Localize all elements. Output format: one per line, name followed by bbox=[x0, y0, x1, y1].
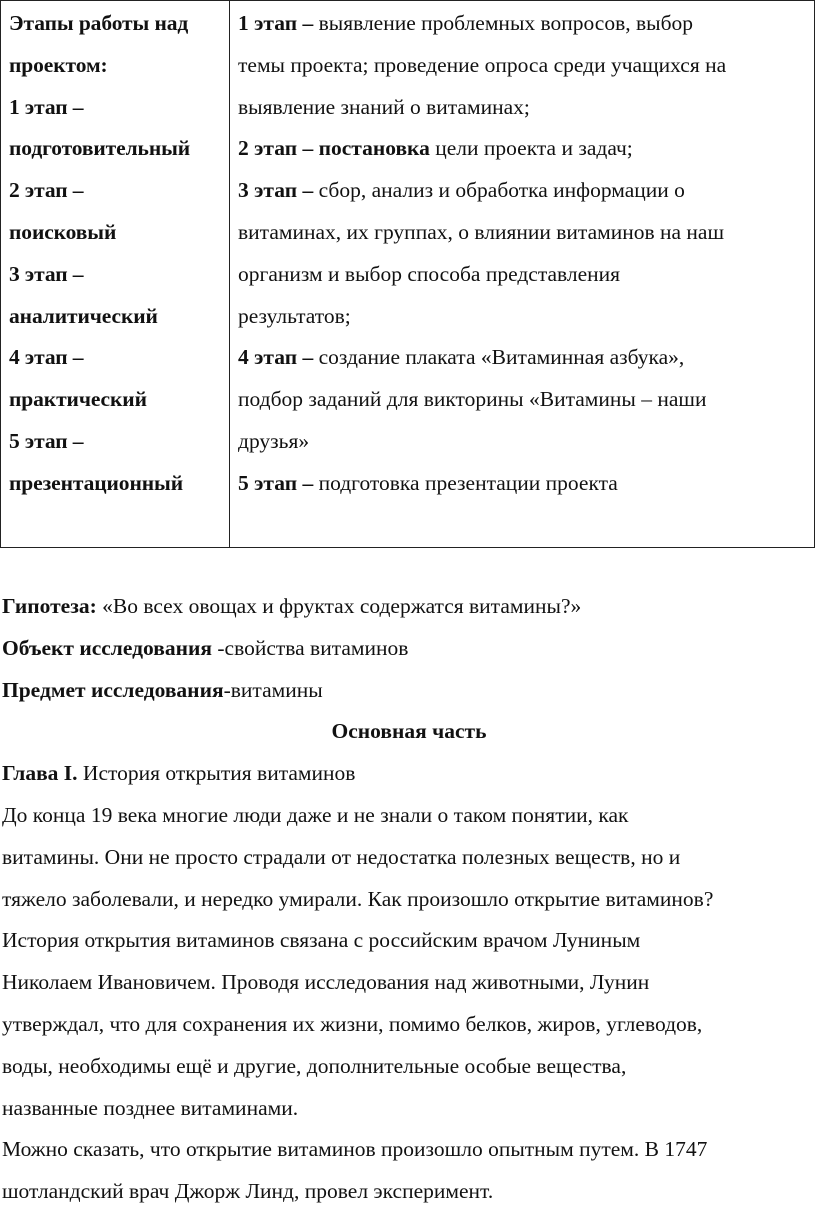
body-line: До конца 19 века многие люди даже и не знали о таком понятии, как bbox=[2, 802, 629, 827]
stage-description-line: 3 этап – сбор, анализ и обработка информации о bbox=[238, 178, 685, 203]
stage-description-line: 5 этап – подготовка презентации проекта bbox=[238, 470, 618, 495]
body-line: воды, необходимы ещё и другие, дополнительные особые вещества, bbox=[2, 1053, 627, 1078]
stage-description-line: подбор заданий для викторины «Витамины – наши bbox=[238, 387, 707, 412]
stage-description-line: 2 этап – постановка цели проекта и задач; bbox=[238, 136, 633, 161]
body-line: названные позднее витаминами. bbox=[2, 1095, 299, 1120]
stage-name-line: подготовительный bbox=[9, 136, 191, 161]
body-line: тяжело заболевали, и нередко умирали. Как произошло открытие витаминов? bbox=[2, 886, 714, 911]
body-line: утверждал, что для сохранения их жизни, помимо белков, жиров, углеводов, bbox=[2, 1011, 703, 1036]
body-line: шотландский врач Джорж Линд, провел эксперимент. bbox=[2, 1179, 494, 1204]
stage-name-line: поисковый bbox=[9, 219, 117, 244]
stage-name-line: 2 этап – bbox=[9, 178, 84, 203]
stage-name-line: Этапы работы над bbox=[9, 11, 189, 35]
document-body bbox=[2, 586, 816, 1213]
stages-descriptions-cell bbox=[230, 1, 815, 548]
stage-description-line: результатов; bbox=[238, 303, 351, 328]
stages-names-cell bbox=[1, 1, 230, 548]
body-line: История открытия витаминов связана с российским врачом Луниным bbox=[2, 928, 641, 953]
hypothesis-line: Гипотеза: «Во всех овощах и фруктах содержатся витамины?» bbox=[2, 594, 582, 618]
stage-name-line: практический bbox=[9, 387, 147, 412]
stage-name-line: презентационный bbox=[9, 470, 184, 495]
stage-name-line: 3 этап – bbox=[9, 261, 84, 286]
research-subject-line: Предмет исследования-витамины bbox=[2, 677, 323, 702]
body-line: витамины. Они не просто страдали от недостатка полезных веществ, но и bbox=[2, 844, 681, 869]
stage-name-line: 5 этап – bbox=[9, 428, 84, 453]
stage-name-line: 4 этап – bbox=[9, 345, 84, 370]
stage-name-line: аналитический bbox=[9, 303, 158, 328]
stage-name-line: проектом: bbox=[9, 52, 108, 77]
stage-description-line: 4 этап – создание плаката «Витаминная азбука», bbox=[238, 345, 685, 370]
project-stages-table bbox=[0, 0, 815, 548]
research-object-line: Объект исследования -свойства витаминов bbox=[2, 635, 409, 660]
stage-description-line: друзья» bbox=[238, 428, 310, 453]
stage-description-line: организм и выбор способа представления bbox=[238, 261, 621, 286]
stage-description-line: темы проекта; проведение опроса среди учащихся на bbox=[238, 52, 727, 77]
body-line: Николаем Ивановичем. Проводя исследования над животными, Лунин bbox=[2, 970, 650, 995]
stage-description-line: витаминах, их группах, о влиянии витаминов на наш bbox=[238, 219, 725, 244]
stage-description-line: 1 этап – выявление проблемных вопросов, выбор bbox=[238, 11, 694, 35]
chapter-heading: Глава I. История открытия витаминов bbox=[2, 761, 356, 786]
stage-description-line: выявление знаний о витаминах; bbox=[238, 94, 530, 119]
stage-name-line: 1 этап – bbox=[9, 94, 84, 119]
body-line: Можно сказать, что открытие витаминов произошло опытным путем. В 1747 bbox=[2, 1137, 708, 1162]
main-section-heading: Основная часть bbox=[331, 719, 487, 744]
